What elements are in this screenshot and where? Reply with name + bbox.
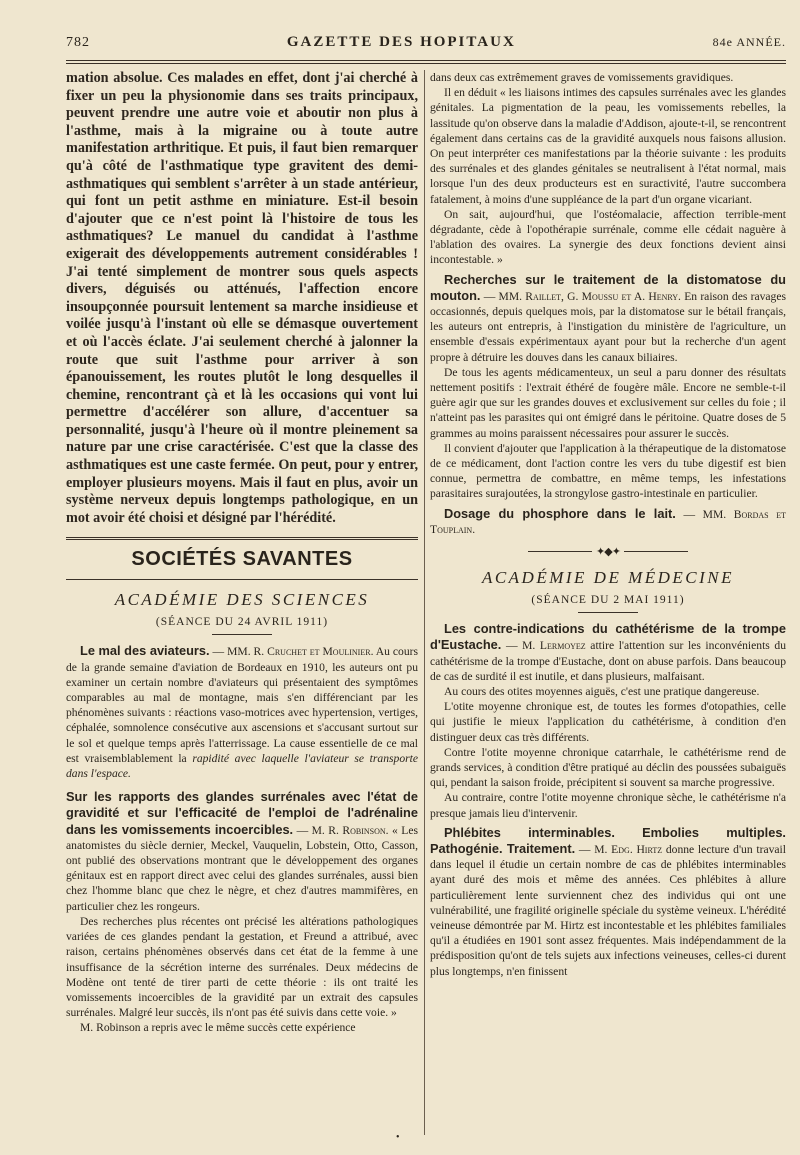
article-text: attire l'attention sur les inconvénients du cathétérisme de la trompe d'Eustache, dont on abuse parfois. Dans beaucoup de cas de surdité il est inutile, et dans plusieurs, malfaisant. [430,639,787,683]
article-heading: Phlébites interminables. Embolies multiples. Pathogénie. Traitement. [430,824,786,856]
article-heading: Le mal des aviateurs. [80,643,210,659]
article-paragraph: Au cours des otites moyennes aiguës, c'est une pratique dangereuse. [444,684,760,698]
academy-sciences-title: ACADÉMIE DES SCIENCES [114,590,370,610]
article-catheterisme [430,621,786,684]
right-column [430,70,786,979]
article-phosphore [430,506,786,537]
header-rule-thin [66,63,786,64]
article-phlebites [430,825,786,979]
article-paragraph: M. Robinson a repris avec le même succès cette expérience [80,1021,356,1035]
article-authors: — M. Lermoyez [505,639,586,653]
seance-date: (SÉANCE DU 2 MAI 1911) [531,594,685,607]
article-text: « Les anatomistes du siècle dernier, Meckel, Vauquelin, Lobstein, Otto, Casson, ont publié des observations montrant que le développement des organes génitaux est en rapport direct avec celui des glandes surrénales, aussi bien chez l'homme blanc que chez le nègre, et chez d'autres mammifères, en particulier chez les rongeurs. [66,823,418,913]
article-text: donne lecture d'un travail dans lequel il étudie un certain nombre de cas de phlébites interminables ayant duré des mois et même des années. Ces phlébites à allure particulièrement lente surviennent chez des individus qui ont une vulnérabilité, une fragilité originelle spéciale du système veineux. L'hérédité veineuse démontrée par M. Hirtz est incontestable et les phlébites familiales qu'il a étudiées en 1901 sont assez fréquentes. Mais indépendamment de la prédisposition qu'ont de tels sujets aux infections veineuses, celles-ci durent plus longtemps, n'en finissent [430,842,786,978]
section-title: SOCIÉTÉS SAVANTES [131,548,353,571]
left-column [66,70,418,1036]
page-mark: • [396,1132,400,1143]
ornament-icon: ✦◆✦ [596,546,620,559]
article-paragraph: Au contraire, contre l'otite moyenne chronique sèche, le cathétérisme n'a presque jamais lieu d'intervenir. [430,791,786,820]
article-authors: — MM. R. Cruchet et Moulinier. [212,645,374,659]
article-distomatose [430,272,786,365]
article-italic: rapidité avec laquelle l'aviateur se transporte dans l'espace. [66,751,418,781]
section-rule [66,537,418,540]
academy-medecine-title: ACADÉMIE DE MÉDECINE [481,568,735,588]
page-number: 782 [66,35,90,50]
article-heading: Sur les rapports des glandes surrénales avec l'état de gravidité et sur l'efficacité de l'emploi de l'adrénaline dans les vomissements incoercibles. [66,789,418,837]
article-authors: — MM. Bordas et Touplain. [430,507,787,536]
article-authors: — MM. Raillet, G. Moussu et A. Henry. [483,289,681,303]
article-surrenales [66,789,418,914]
article-paragraph: Il convient d'ajouter que l'application à la thérapeutique de la distomatose de ce médicament, dont l'action contre les vers du tube digestif est bien connue, permettra de combattre, en même temps, les infestations parasitaires surajoutées, la strongylose gastro-intestinale en particulier. [430,441,786,501]
article-paragraph: De tous les agents médicamenteux, un seul a paru donner des résultats nettement positifs : l'extrait éthéré de fougère mâle. Encore ne semble-t-il guère agir que sur les grandes douves et exclusivement sur celles du foie ; il n'atteint pas les parasites qui ont émigré dans le péritoine. Quatre doses de 5 grammes au moins paraissent nécessaires pour assurer le succès. [430,365,786,440]
header-rule [66,60,786,61]
seance-date: (SÉANCE DU 24 AVRIL 1911) [155,616,329,629]
journal-title: GAZETTE DES HOPITAUX [286,34,516,50]
article-paragraph: Des recherches plus récentes ont précisé les altérations pathologiques variées de ces glandes pendant la gestation, et Freund a attribué, avec raison, certains phénomènes observés dans cet état de la femme à une insuffisance de la sécrétion interne des surrénales. Deux médecins de Modène ont tenté de tirer parti de cette théorie : ils ont traité les vomissements incoercibles de la gravidité par un extrait des capsules surrénales. Malgré leur succès, ils n'ont pas été suivis dans cette voie. » [66,914,418,1020]
article-paragraph: Il en déduit « les liaisons intimes des capsules surrénales avec les glandes génitales. La pigmentation de la peau, les vomissements rebelles, la lassitude qu'on observe dans la maladie d'Addison, ajoute-t-il, se rencontrent également dans certains cas de la gravidité auxquels nous faisons allusion. On peut interpréter ces manifestations par la théorie suivante : les produits des surrénales et des glandes génitales se neutralisent à l'état normal, mais lorsque l'un des deux producteurs est en suractivité, l'autre succombera fatalement, à moins d'une suppléance de la part d'un organe vicariant. [430,86,786,206]
article-heading: Recherches sur le traitement de la distomatose du mouton. [430,271,786,303]
article-paragraph: On sait, aujourd'hui, que l'ostéomalacie, affection terrible-ment dégradante, cède à l'opothérapie surrénale, comme elle cédait naguère à l'ablation des ovaires. La synergie des deux fonctions devient ainsi incontestable. » [430,207,786,267]
short-rule [578,612,638,613]
intro-paragraph: mation absolue. Ces malades en effet, dont j'ai cherché à fixer un peu la physionomie dans ses traits principaux, peuvent prendre une autre voie et aboutir non plus à l'asthme, mais à la migraine ou à toute autre manifestation arthritique. Et puis, il faut bien remarquer qu'à côté de l'asthmatique type gravitent des demi-asthmatiques qui semblent s'arrêter à un stade antérieur, qui font un petit asthme en miniature. Est-il besoin d'ajouter que ce n'est point là l'histoire de tous les asthmatiques? Le manuel du candidat à l'asthme exigerait des développements autrement considérables ! J'ai tenté simplement de montrer sous quels aspects divers, déguisés ou atténués, l'affection encore insoupçonnée poursuit lentement sa marche insidieuse et voilée jusqu'à l'instant où elle se démasque ouvertement et où l'accès éclate. J'ai seulement cherché à jalonner la route que suit l'asthme pour arriver à son épanouissement, les routes plutôt le long desquelles il chemine, rencontrant çà et là les occasions qui vont lui permettre d'accélérer son allure, d'accentuer sa personnalité, jusqu'à l'heure où il montre pleinement sa nature par une crise caractérisée. C'est que la classe des asthmatiques est une caste fermée. On peut, pour y entrer, employer plusieurs moyens. Mais il faut en plus, avoir un système nerveux depuis longtemps pathologique, en un mot avoir été choisi et désigné par l'hérédité. [66,70,418,526]
article-aviateurs [66,643,418,781]
article-authors: — M. R. Robinson. [296,823,389,837]
article-paragraph: dans deux cas extrêmement graves de vomissements gravidiques. [430,71,734,84]
article-heading: Dosage du phosphore dans le lait. [444,505,676,521]
article-heading: Les contre-indications du cathétérisme de la trompe d'Eustache. [430,621,786,653]
article-text: En raison des ravages occasionnés, depuis quelques mois, par la distomatose sur le bétail français, les auteurs ont entrepris, à l'instigation du ministère de l'agriculture, un ensemble d'essais expérimentaux ayant pour but la recherche d'un agent propre à détruire les douves dans les canaux biliaires. [430,289,786,364]
section-rule-bottom [66,579,418,580]
article-authors: — M. Edg. Hirtz [578,842,663,856]
article-paragraph: Contre l'otite moyenne chronique catarrhale, le cathétérisme rend de grands services, à condition d'être pratiqué au déclin des poussées subaiguës qui, pendant la saison froide, précipitent si souvent sa marche progressive. [430,745,786,790]
article-paragraph: L'otite moyenne chronique est, de toutes les formes d'otopathies, celle qui justifie le mieux l'application du cathétérisme, à condition d'en distinguer deux cas très différents. [430,700,786,744]
page-header [66,34,786,56]
short-rule [212,634,272,635]
journal-year: 84e ANNÉE. [712,35,786,49]
article-text: Au cours de la grande semaine d'aviation de Bordeaux en 1910, les auteurs ont pu examiner un certain nombre d'aviateurs qui présentaient des symptômes comparables au mal de montagne, mais s'en différenciant par les phénomènes suivants : réactions vaso-motrices avec hypertension, vertiges, céphalée, somnolence consécutive aux ascensions et s'accusant surtout sur le sol et quelque temps après l'atterrissage. La cause essentielle de ce mal est vraisemblablement la [66,645,419,765]
column-divider [424,70,425,1135]
ornament-divider [430,545,786,558]
